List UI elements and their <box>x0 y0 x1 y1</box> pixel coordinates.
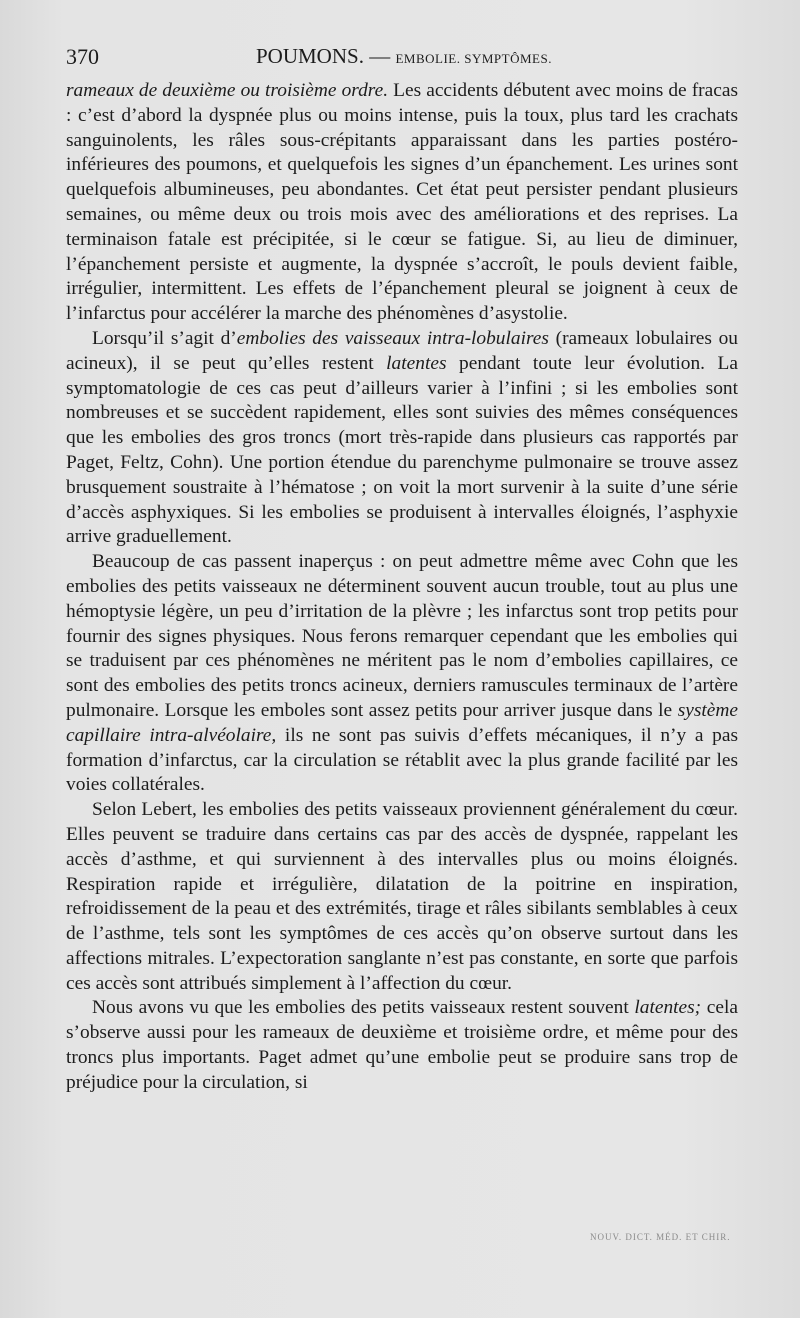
italic-text: latentes; <box>634 997 702 1019</box>
running-title-dash: — <box>369 44 391 68</box>
paragraph-text: Nous avons vu que les embolies des petits vaisseaux restent souvent <box>92 997 635 1019</box>
body-text <box>66 79 738 1096</box>
running-title <box>256 44 552 69</box>
page-header <box>66 44 740 72</box>
page-number: 370 <box>66 44 99 69</box>
paragraph-3 <box>66 550 738 798</box>
paragraph-4 <box>66 798 738 996</box>
footer-signature: NOUV. DICT. MÉD. ET CHIR. <box>590 1232 731 1242</box>
italic-text: latentes <box>386 352 447 374</box>
paragraph-text: Lorsqu’il s’agit d’ <box>92 327 237 349</box>
paragraph-text: Beaucoup de cas passent inaperçus : on peut admettre même avec Cohn que les embolies des petits vaisseaux ne déterminent souvent aucun trouble, tout au plus une hémoptysie légère, un peu d’irritation de la plèvre ; les infarctus sont trop petits pour fournir des signes physiques. Nous ferons remarquer cependant que les embolies qui se traduisent par ces phénomènes ne méritent pas le nom d’embolies capillaires, ce sont des embolies des petits troncs acineux, derniers ramuscules terminaux de l’artère pulmonaire. Lorsque les emboles sont assez petits pour arriver jusque dans le <box>66 551 738 721</box>
italic-text: système capillaire intra-alvéolaire, <box>66 699 738 746</box>
paragraph-2 <box>66 327 738 550</box>
paragraph-text: ils ne sont pas suivis d’effets mécaniques, il n’y a pas formation d’infarctus, car la circulation se rétablit avec la plus grande facilité par les voies collatérales. <box>66 724 738 796</box>
paragraph-text: cela s’observe aussi pour les rameaux de deuxième et troisième ordre, et même pour des troncs plus importants. Paget admet qu’une embolie peut se produire sans trop de préjudice pour la circulation, si <box>66 997 738 1093</box>
paragraph-text: Selon Lebert, les embolies des petits vaisseaux proviennent généralement du cœur. Elles peuvent se traduire dans certains cas par des accès de dyspnée, rappelant les accès d’asthme, et qui surviennent à des intervalles plus ou moins éloignés. Respiration rapide et irrégulière, dilatation de la poitrine en inspiration, refroidissement de la peau et des extrémités, tirage et râles sibilants semblables à ceux de l’asthme, tels sont les symptômes de ces accès qu’on observe surtout dans les affections mitrales. L’expectoration sanglante n’est pas constante, en sorte que parfois ces accès sont attribués simplement à l’affection du cœur. <box>66 799 738 994</box>
italic-text: embolies des vaisseaux intra-lobulaires <box>236 327 549 349</box>
paragraph-text: Les accidents débutent avec moins de fracas : c’est d’abord la dyspnée plus ou moins intense, puis la toux, plus tard les crachats sanguinolents, les râles sous-crépitants apparaissant dans les parties postéro-inférieures des poumons, et quelquefois les signes d’un épanchement. Les urines sont quelquefois albumineuses, peu abondantes. Cet état peut persister pendant plusieurs semaines, ou même deux ou trois mois avec des améliorations et des reprises. La terminaison fatale est précipitée, si le cœur se fatigue. Si, au lieu de diminuer, l’épanchement persiste et augmente, la dyspnée s’accroît, le pouls devient faible, irrégulier, intermittent. Les effets de l’épanchement pleural se joignent à ceux de l’infarctus pour accélérer la marche des phénomènes d’asystolie. <box>66 80 738 325</box>
paragraph-text: (rameaux lobulaires ou acineux), il se peut qu’elles restent <box>66 327 738 374</box>
italic-text: rameaux de deuxième ou troisième ordre. <box>66 80 389 101</box>
paragraph-text: pendant toute leur évolution. La symptomatologie de ces cas peut d’ailleurs varier à l’infini ; si les embolies sont nombreuses et se succèdent rapidement, elles sont suivies des mêmes conséquences que les embolies des gros troncs (mort très-rapide dans plusieurs cas rapportés par Paget, Feltz, Cohn). Une portion étendue du parenchyme pulmonaire se trouve assez brusquement soustraite à l’hématose ; on voit la mort survenir à la suite d’une série d’accès asphyxiques. Si les embolies se produisent à intervalles éloignés, l’asphyxie arrive graduellement. <box>66 352 738 548</box>
paragraph-1 <box>66 79 738 327</box>
running-title-sub: EMBOLIE. SYMPTÔMES. <box>395 51 552 66</box>
running-title-main: POUMONS. <box>256 44 364 68</box>
paragraph-5 <box>66 996 738 1095</box>
